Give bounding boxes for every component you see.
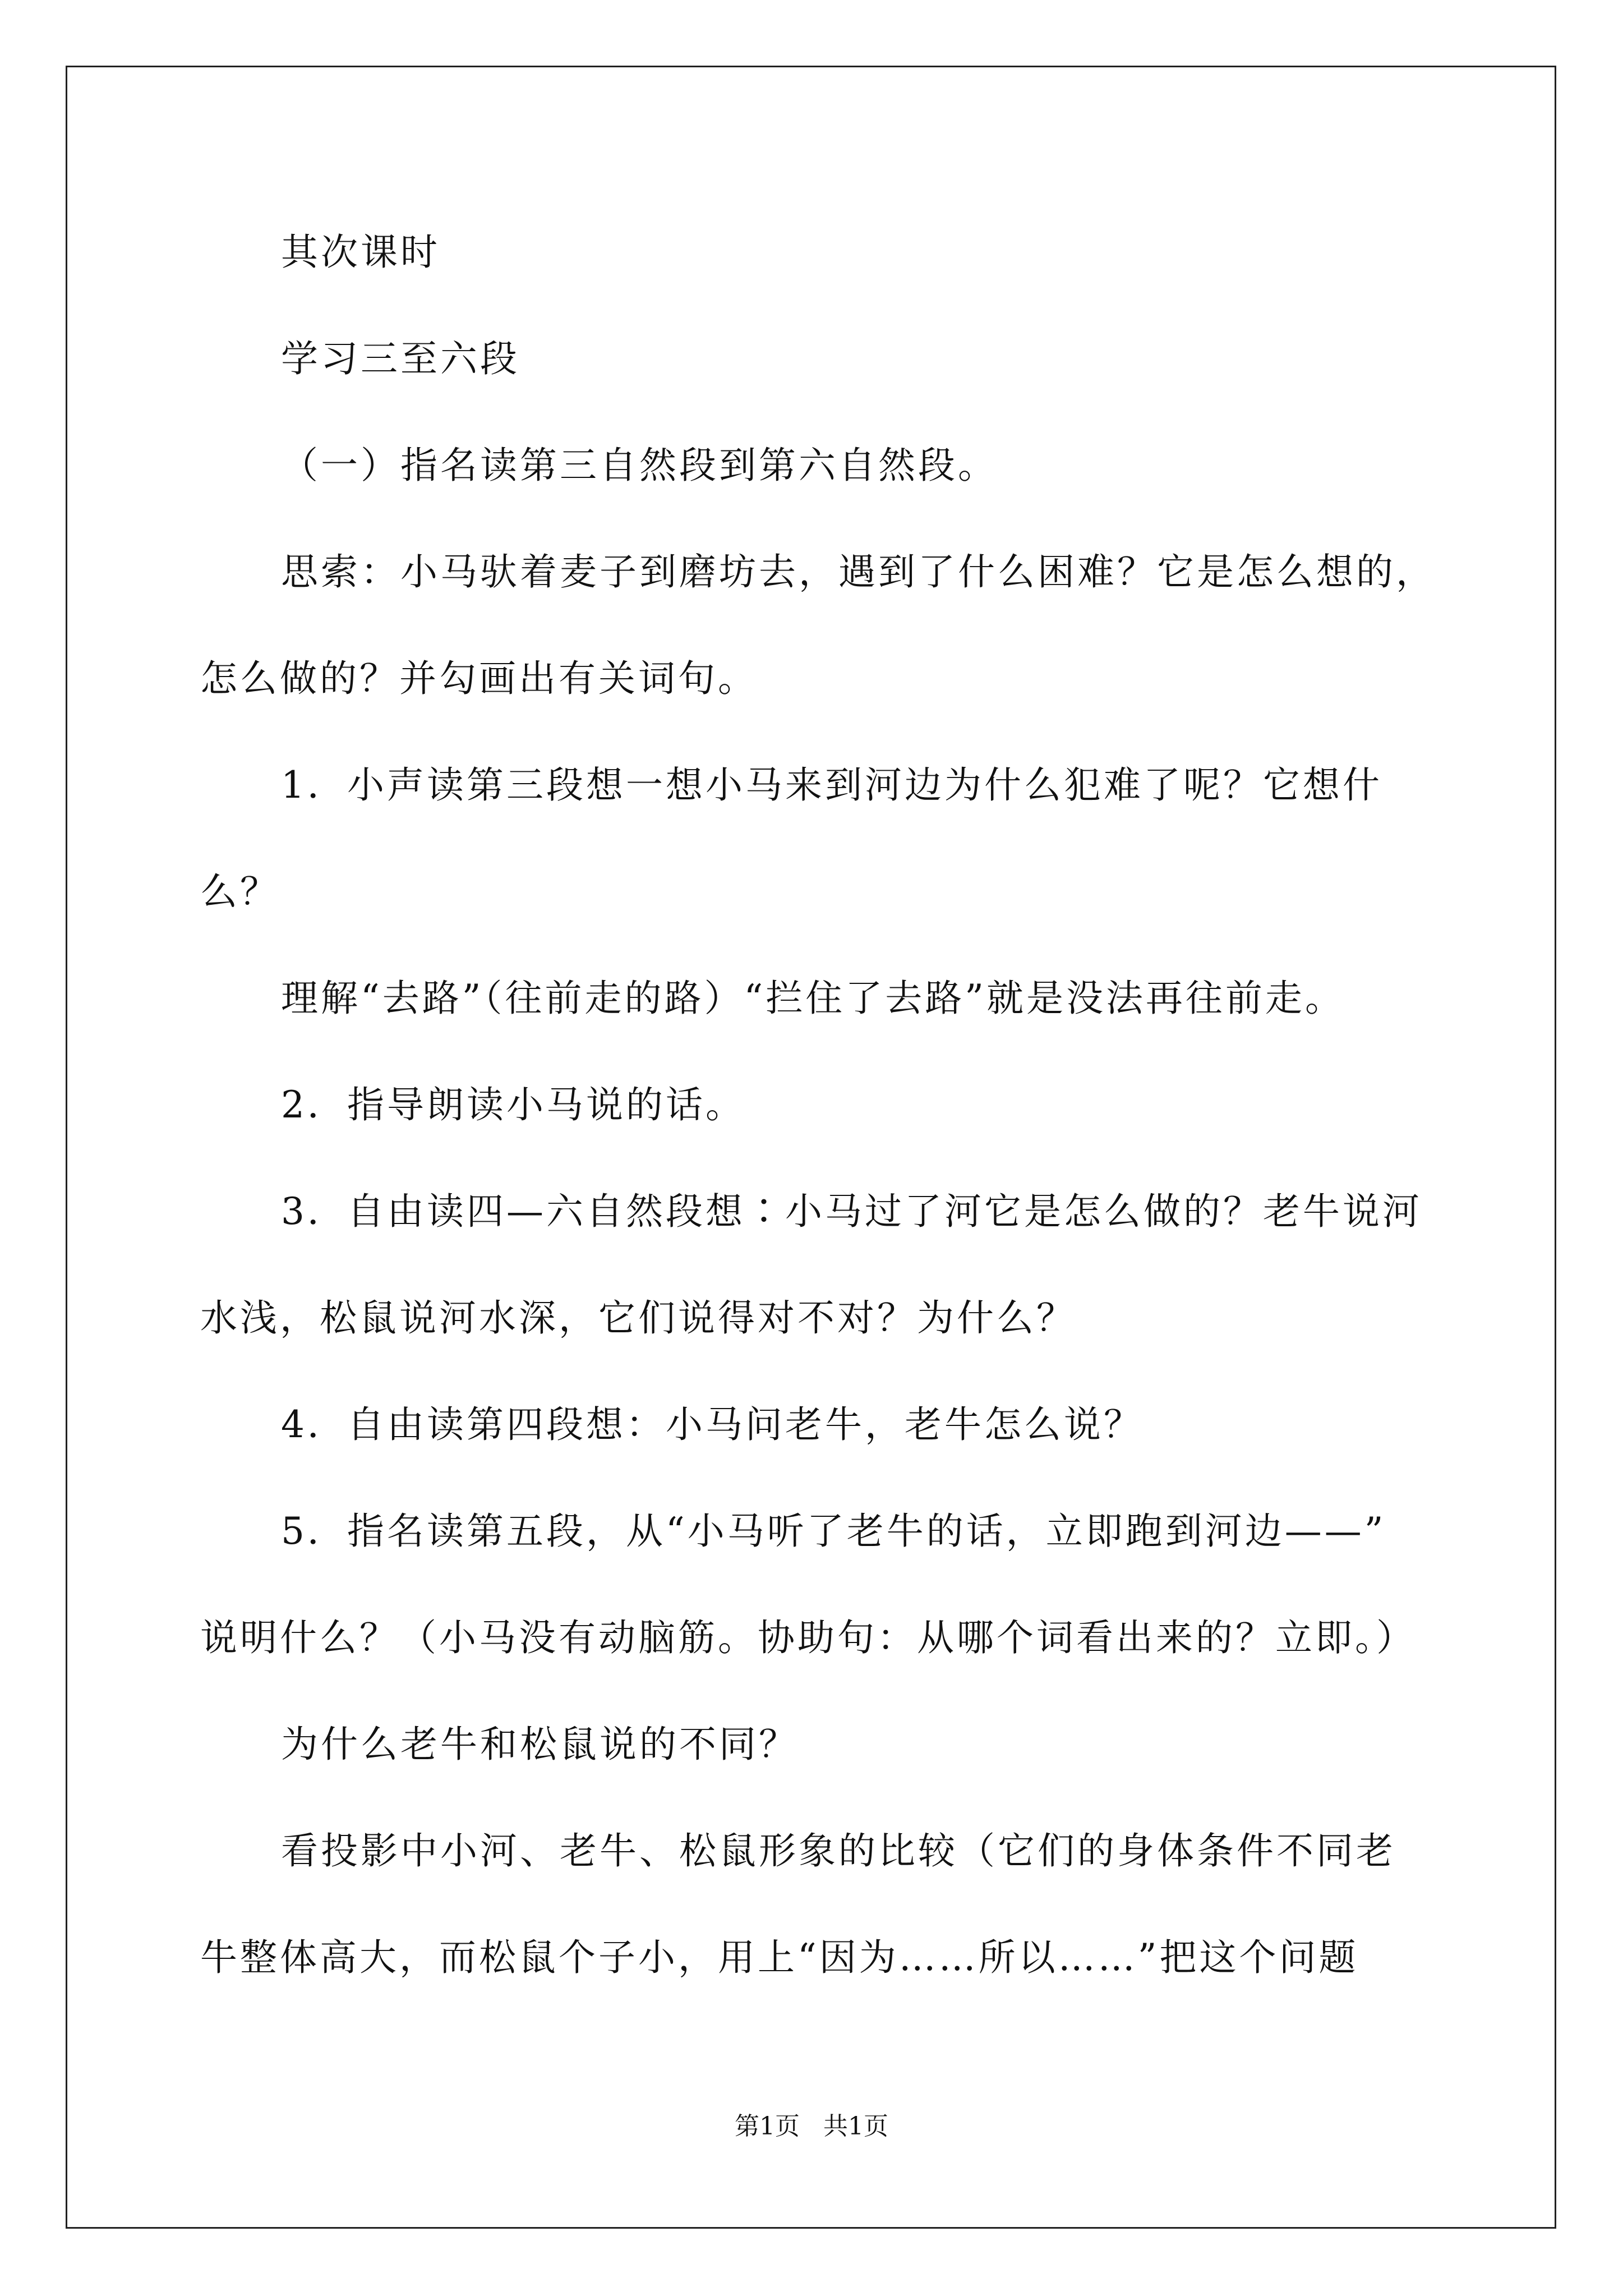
paragraph-line: （一）指名读第三自然段到第六自然段。 (281, 444, 998, 487)
page-border (66, 66, 1556, 2229)
paragraph-line: 说明什么？（小马没有动脑筋。协助句：从哪个词看出来的？立即。） (200, 1616, 1416, 1659)
paragraph-line: 怎么做的？并勾画出有关词句。 (200, 657, 758, 700)
paragraph-line: 么？ (200, 870, 280, 913)
paragraph-line: 牛整体高大，而松鼠个子小，用上“因为……所以……”把这个问题 (200, 1936, 1359, 1979)
paragraph-line: 3．自由读四—六自然段想∶小马过了河它是怎么做的？老牛说河 (281, 1190, 1422, 1233)
paragraph-line: 看投影中小河、老牛、松鼠形象的比较（它们的身体条件不同老 (281, 1829, 1396, 1872)
paragraph-line: 为什么老牛和松鼠说的不同？ (281, 1723, 799, 1766)
paragraph-line: 理解“去路”（往前走的路）“拦住了去路”就是没法再往前走。 (281, 977, 1345, 1020)
paragraph-line: 1．小声读第三段想一想小马来到河边为什么犯难了呢？它想什 (281, 763, 1382, 807)
page-footer: 第1页 共1页 (735, 2112, 888, 2141)
paragraph-line: 其次课时 (281, 231, 440, 274)
paragraph-line: 5．指名读第五段，从“小马听了老牛的话，立即跑到河边——” (281, 1510, 1386, 1553)
paragraph-line: 水浅，松鼠说河水深，它们说得对不对？为什么？ (200, 1296, 1076, 1340)
paragraph-line: 思索：小马驮着麦子到磨坊去，遇到了什么困难？它是怎么想的， (281, 550, 1436, 593)
paragraph-line: 学习三至六段 (281, 337, 520, 380)
paragraph-line: 4．自由读第四段想：小马问老牛，老牛怎么说？ (281, 1403, 1144, 1446)
paragraph-line: 2．指导朗读小马说的话。 (281, 1083, 745, 1126)
